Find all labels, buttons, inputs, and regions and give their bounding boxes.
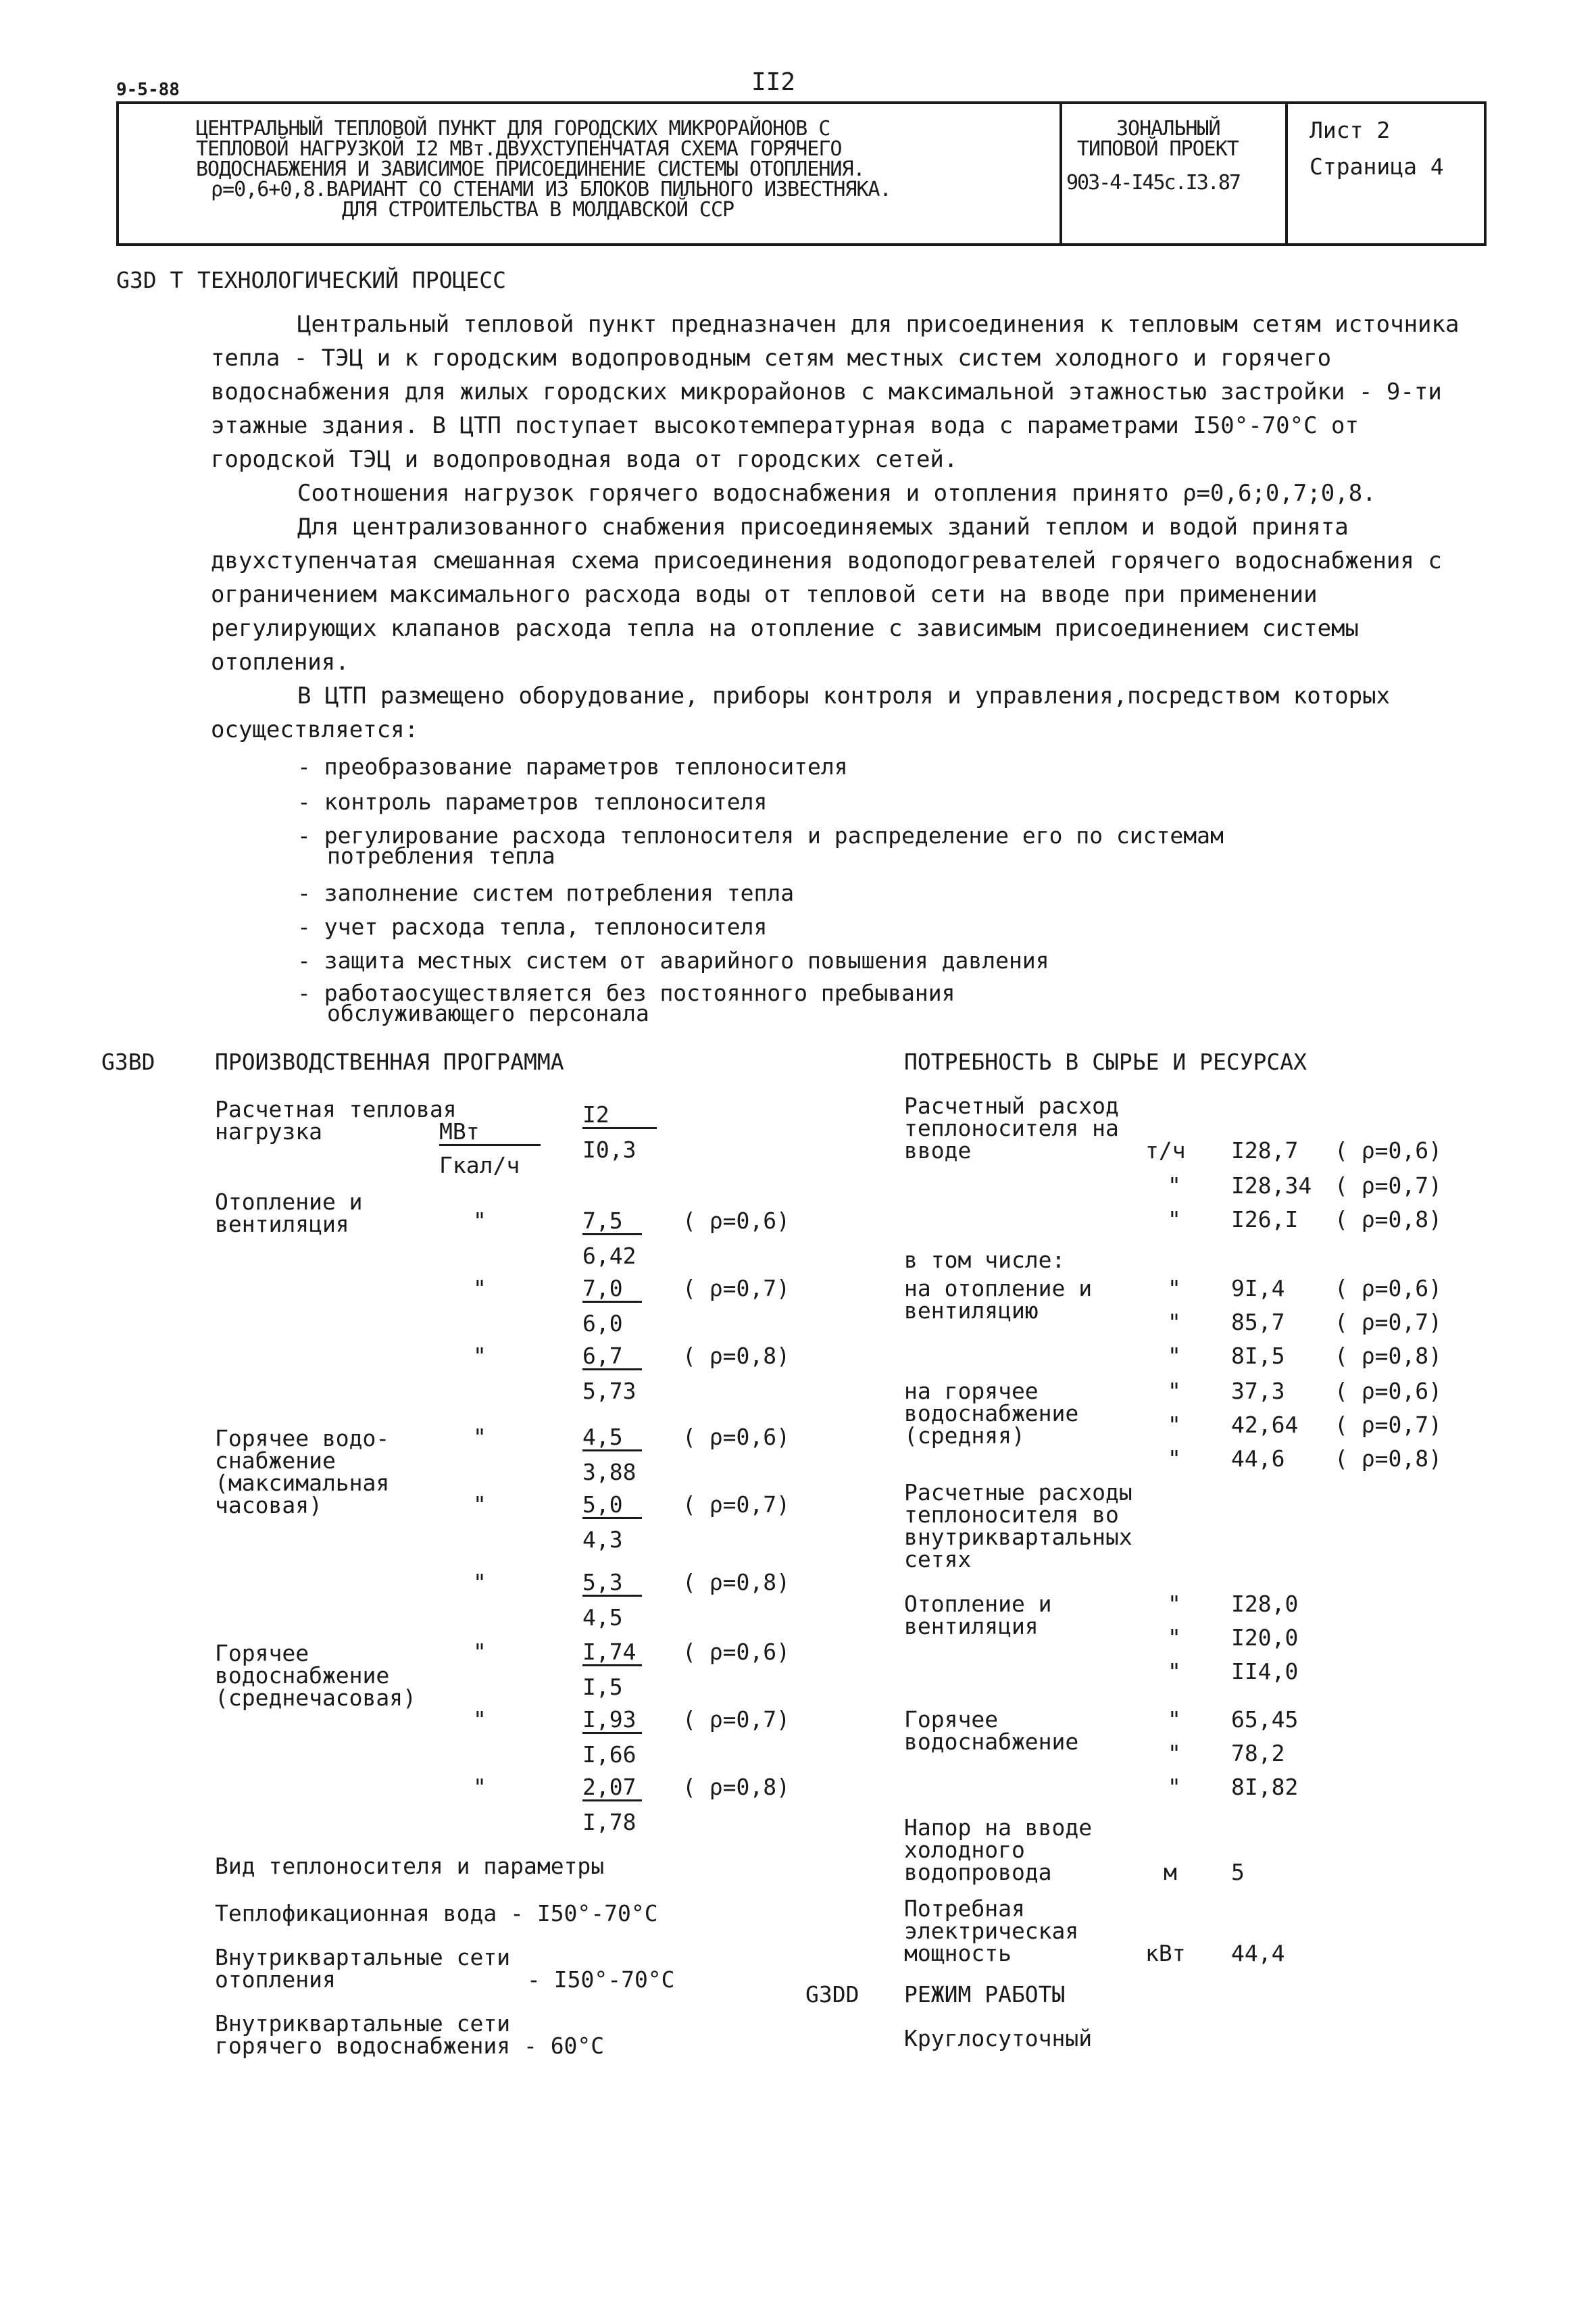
inner-hw-value: 65,45 [1231,1706,1299,1733]
heat-rho: ( ρ=0,6) [1335,1275,1442,1301]
unit-th: т/ч [1145,1137,1186,1164]
list-item: - работаосуществляется без постоянного пребывания обслуживающего персонала [297,980,955,1026]
hw-value: 44,6 [1231,1445,1285,1472]
list-item: - защита местных систем от аварийного повышения давления [297,947,1049,974]
load-label: Расчетная тепловая [215,1096,457,1122]
row-value-gcal: I,78 [582,1809,637,1835]
row-value-gcal: 3,88 [582,1459,637,1485]
inner-heat-label: вентиляция [904,1613,1039,1639]
power-value: 44,4 [1231,1940,1285,1966]
row-rho: ( ρ=0,8) [682,1343,790,1369]
row-rho: ( ρ=0,6) [682,1424,790,1450]
program-code: G3BD [101,1049,155,1075]
row-rho: ( ρ=0,7) [682,1275,790,1301]
hw-value: 42,64 [1231,1412,1299,1438]
row-value-mw: 7,5 [582,1210,642,1235]
row-value-mw: 2,07 [582,1776,642,1801]
date-stamp: 9-5-88 [116,80,180,100]
list-item: - преобразование параметров теплоносителя [297,753,848,780]
hw-label: на горячее [904,1378,1039,1404]
list-item: - заполнение систем потребления тепла [297,880,795,906]
heat-rho: ( ρ=0,7) [1335,1309,1442,1335]
row-value-mw: 5,0 [582,1493,642,1519]
hw-rho: ( ρ=0,7) [1335,1412,1442,1438]
carrier-value: - I50°-70°С [527,1966,675,1993]
heat-label: на отопление и [904,1275,1093,1301]
row-value-gcal: 6,0 [582,1310,623,1337]
heat-rho: ( ρ=0,8) [1335,1343,1442,1369]
hw-label: водоснабжение [904,1400,1079,1426]
inner-heat-value: I20,0 [1231,1624,1299,1651]
carrier-line: горячего водоснабжения - 60°С [215,2033,605,2059]
mode-value: Круглосуточный [904,2025,1093,2051]
row-rho: ( ρ=0,8) [682,1569,790,1595]
row-value-gcal: 5,73 [582,1378,637,1404]
carrier-line: отопления [215,1966,336,1993]
carrier-line: Теплофикационная вода - I50°-70°С [215,1900,658,1926]
row-value-gcal: 4,5 [582,1604,623,1631]
load-label: нагрузка [215,1118,322,1145]
flow-rho: ( ρ=0,6) [1335,1137,1442,1164]
page-number: II2 [751,68,796,96]
heat-value: 8I,5 [1231,1343,1285,1369]
resources-heading: ПОТРЕБНОСТЬ В СЫРЬЕ И РЕСУРСАХ [904,1049,1307,1075]
program-heading: ПРОИЗВОДСТВЕННАЯ ПРОГРАММА [215,1049,564,1075]
flow-rho: ( ρ=0,7) [1335,1172,1442,1199]
mode-code: G3DD [805,1981,859,2008]
process-paragraph-3: Для централизованного снабжения присоединяемых зданий теплом и водой принята двухступенчатая смешанная схема присоединения водоподогревателей горячего водоснабжения с ограничением максимального расхода воды от тепловой сети на вводе при применении регулирующих клапанов расхода тепла на отопление с зависимым присоединением системы отопления. [211,514,1442,676]
heat-value: 85,7 [1231,1309,1285,1335]
list-item: - учет расхода тепла, теплоносителя [297,914,768,940]
mode-heading: РЕЖИМ РАБОТЫ [904,1981,1066,2008]
carrier-heading: Вид теплоносителя и параметры [215,1853,605,1879]
process-paragraph-4: В ЦТП размещено оборудование, приборы контроля и управления,посредством которых осуществляется: [211,682,1391,743]
row-value-mw: 6,7 [582,1345,642,1370]
row-value-gcal: I,66 [582,1741,637,1768]
incl-label: в том числе: [904,1247,1066,1273]
load-value-mw: I2 [582,1103,657,1129]
list-item: - регулирование расхода теплоносителя и распределение его по системам потребления тепла [297,822,1224,869]
inner-heat-label: Отопление и [904,1591,1052,1617]
inner-hw-value: 78,2 [1231,1740,1285,1766]
sheet-number: Лист 2 [1310,117,1391,143]
row-rho: ( ρ=0,7) [682,1706,790,1733]
page-label: Страница 4 [1310,153,1444,180]
row-value-gcal: 6,42 [582,1243,637,1269]
pressure-unit: м [1164,1859,1177,1885]
inner-hw-value: 8I,82 [1231,1774,1299,1800]
process-paragraph-1: Центральный тепловой пункт предназначен для присоединения к тепловым сетям источника тепла - ТЭЦ и к городским водопроводным сетям местных систем холодного и горячего водоснабжения для жилых городских микрорайонов с максимальной этажностью застройки - 9-ти этажные здания. В ЦТП поступает высокотемпературная вода с параметрами I50°-70°С от городской ТЭЦ и водопроводная вода от городских сетей. [211,311,1460,473]
inner-hw-label: водоснабжение [904,1728,1079,1755]
process-heading: ТЕХНОЛОГИЧЕСКИЙ ПРОЦЕСС [197,267,506,293]
unit-mw: МВт [439,1120,541,1146]
row-value-gcal: I,5 [582,1674,623,1700]
process-code: G3D T [116,267,184,293]
row-rho: ( ρ=0,8) [682,1774,790,1800]
hw-rho: ( ρ=0,6) [1335,1378,1442,1404]
carrier-line: Внутриквартальные сети [215,2010,511,2037]
list-item: - контроль параметров теплоносителя [297,789,768,815]
row-value-mw: I,74 [582,1641,642,1666]
row-value-mw: 7,0 [582,1277,642,1303]
load-value-gcal: I0,3 [582,1137,637,1163]
process-paragraph-2: Соотношения нагрузок горячего водоснабжения и отопления принято ρ=0,6;0,7;0,8. [297,480,1376,507]
flow-rho: ( ρ=0,8) [1335,1206,1442,1233]
row-value-mw: 5,3 [582,1571,642,1597]
flow-value: I26,I [1231,1206,1299,1233]
inner-heat-value: I28,0 [1231,1591,1299,1617]
pressure-value: 5 [1231,1859,1245,1885]
row-value-gcal: 4,3 [582,1526,623,1553]
unit-gcal: Гкал/ч [439,1152,520,1178]
hw-value: 37,3 [1231,1378,1285,1404]
row-value-mw: I,93 [582,1708,642,1734]
row-rho: ( ρ=0,6) [682,1208,790,1234]
flow-value: I28,34 [1231,1172,1312,1199]
row-rho: ( ρ=0,7) [682,1491,790,1518]
inner-hw-label: Горячее [904,1706,999,1733]
hw-rho: ( ρ=0,8) [1335,1445,1442,1472]
power-unit: кВт [1145,1940,1186,1966]
carrier-line: Внутриквартальные сети [215,1944,511,1970]
inner-heat-value: II4,0 [1231,1658,1299,1685]
flow-value: I28,7 [1231,1137,1299,1164]
row-value-mw: 4,5 [582,1426,642,1451]
heat-label: вентиляцию [904,1297,1039,1324]
row-rho: ( ρ=0,6) [682,1639,790,1665]
heat-value: 9I,4 [1231,1275,1285,1301]
hw-label: (средняя) [904,1422,1025,1449]
